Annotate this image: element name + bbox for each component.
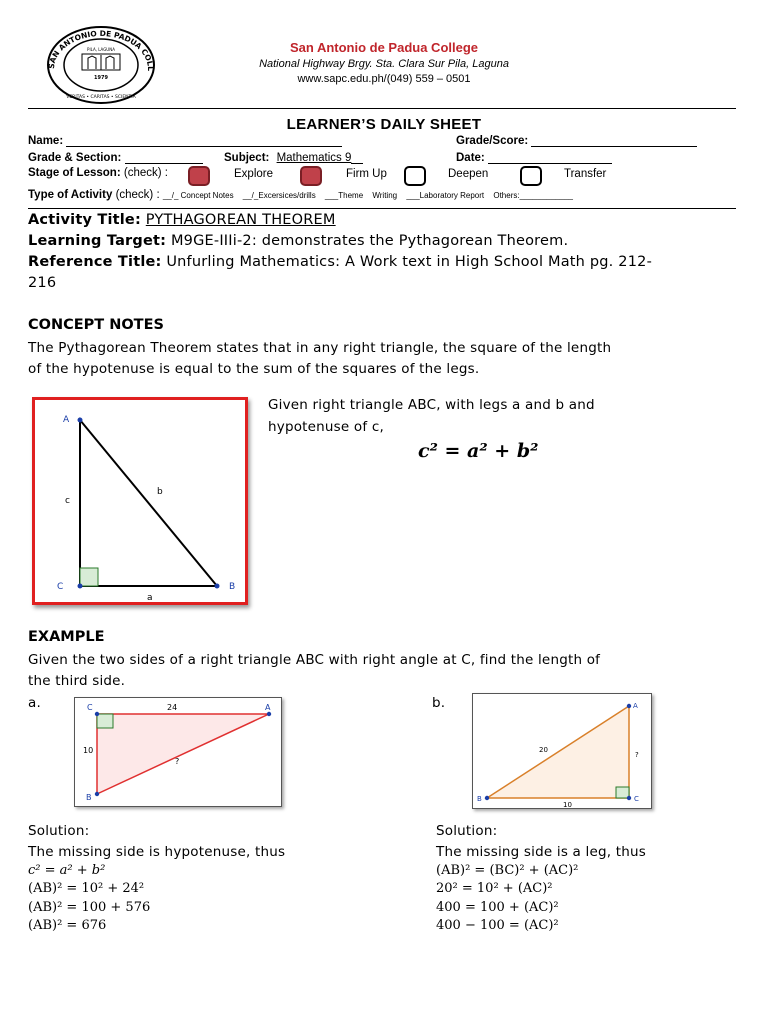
grade-section-field[interactable]: [125, 152, 203, 164]
type-writing[interactable]: Writing: [372, 191, 398, 200]
activity-type-row: Type of Activity (check) : __/_ Concept Notes __/_Excersices/drills ___Theme Writing ___Laboratory Report Others:____________: [28, 189, 573, 201]
svg-text:B: B: [229, 582, 236, 592]
svg-text:PILA, LAGUNA: PILA, LAGUNA: [87, 47, 115, 52]
grade-score-row: [456, 135, 697, 147]
solution-b-step-2: 20² = 10² + (AC)²: [436, 881, 553, 896]
type-theme[interactable]: ___Theme: [324, 191, 364, 200]
concept-given-1: Given right triangle ABC, with legs a and b and: [268, 397, 595, 413]
school-address: National Highway Brgy. Sta. Clara Sur Pila, Laguna: [259, 58, 509, 70]
type-exercises[interactable]: __/_Excersices/drills: [242, 191, 316, 200]
svg-text:10: 10: [83, 746, 94, 755]
solution-b-intro: The missing side is a leg, thus: [436, 844, 646, 860]
subject-value: Mathematics 9: [276, 152, 352, 164]
stage-transfer-label: Transfer: [564, 168, 607, 180]
reference-row-cont: 216: [28, 275, 57, 291]
svg-text:A: A: [633, 702, 638, 710]
name-label: Name:: [28, 135, 64, 147]
solution-b-step-1: (AB)² = (BC)² + (AC)²: [436, 863, 579, 878]
stage-label: Stage of Lesson:: [28, 167, 121, 179]
stage-checkbox-2[interactable]: [300, 166, 322, 186]
example-line-2: the third side.: [28, 673, 126, 689]
svg-text:10: 10: [563, 801, 572, 808]
learning-target-row: Learning Target: M9GE-IIIi-2: demonstrates the Pythagorean Theorem.: [28, 233, 569, 249]
stage-checkbox-1[interactable]: [188, 166, 210, 186]
header-divider: [28, 108, 736, 109]
svg-text:A: A: [265, 703, 271, 712]
solution-a-step-1: c² = a² + b²: [28, 863, 106, 878]
example-b-label: b.: [432, 695, 446, 711]
example-line-1: Given the two sides of a right triangle ABC with right angle at C, find the length of: [28, 652, 601, 668]
date-row: [456, 152, 612, 164]
solution-b-label: Solution:: [436, 823, 498, 839]
svg-text:A: A: [63, 415, 70, 425]
stage-checkbox-3[interactable]: [404, 166, 426, 186]
activity-title-value: PYTHAGOREAN THEOREM: [145, 212, 336, 228]
svg-text:VERITAS • CARITAS • SCIENTIA: VERITAS • CARITAS • SCIENTIA: [66, 95, 136, 100]
name-field[interactable]: [66, 135, 342, 147]
date-field[interactable]: [488, 152, 612, 164]
svg-text:a: a: [147, 593, 153, 602]
svg-text:24: 24: [167, 703, 178, 712]
stage-deepen-label: Deepen: [448, 168, 489, 180]
svg-text:1979: 1979: [94, 75, 108, 81]
type-concept-notes[interactable]: __/_ Concept Notes: [162, 191, 234, 200]
concept-given-2: hypotenuse of c,: [268, 419, 384, 435]
grade-section-row: [28, 152, 203, 164]
svg-text:B: B: [86, 793, 92, 802]
solution-a-intro: The missing side is hypotenuse, thus: [28, 844, 286, 860]
solution-a-step-3: (AB)² = 100 + 576: [28, 900, 151, 915]
concept-triangle-figure: [32, 397, 248, 605]
svg-text:b: b: [157, 487, 163, 497]
name-row: [28, 135, 342, 147]
svg-text:C: C: [57, 582, 64, 592]
svg-text:C: C: [634, 795, 639, 803]
stage-explore-label: Explore: [234, 168, 273, 180]
svg-text:20: 20: [539, 746, 548, 754]
example-heading: EXAMPLE: [28, 629, 105, 645]
svg-text:SAN ANTONIO DE PADUA COLLEGE: SAN ANTONIO DE PADUA COLL: [46, 28, 156, 72]
type-lab-report[interactable]: ___Laboratory Report: [406, 191, 485, 200]
solution-a-step-4: (AB)² = 676: [28, 918, 107, 933]
svg-text:B: B: [477, 795, 482, 803]
solution-a-label: Solution:: [28, 823, 90, 839]
date-label: Date:: [456, 152, 485, 164]
type-others[interactable]: Others:____________: [493, 191, 573, 200]
solution-b-step-4: 400 − 100 = (AC)²: [436, 918, 559, 933]
reference-row: Reference Title: Unfurling Mathematics: A Work text in High School Math pg. 212-: [28, 254, 653, 270]
grade-section-label: Grade & Section:: [28, 152, 122, 164]
example-a-figure: [74, 697, 282, 807]
example-b-figure: [472, 693, 652, 809]
subject-row: [224, 152, 363, 164]
form-divider: [28, 208, 736, 209]
svg-text:?: ?: [175, 757, 180, 766]
solution-b-step-3: 400 = 100 + (AC)²: [436, 900, 559, 915]
activity-title-row: Activity Title: PYTHAGOREAN THEOREM: [28, 212, 336, 228]
grade-score-field[interactable]: [531, 135, 697, 147]
subject-label: Subject:: [224, 152, 270, 164]
sheet-title: LEARNER’S DAILY SHEET: [286, 116, 482, 133]
concept-heading: CONCEPT NOTES: [28, 317, 164, 333]
stage-firmup-label: Firm Up: [346, 168, 387, 180]
school-website: www.sapc.edu.ph/(049) 559 – 0501: [297, 73, 471, 85]
pythagorean-formula: c² = a² + b²: [418, 440, 539, 462]
concept-line-1: The Pythagorean Theorem states that in any right triangle, the square of the length: [28, 340, 612, 356]
stage-row: Stage of Lesson: (check) :: [28, 167, 168, 179]
concept-line-2: of the hypotenuse is equal to the sum of the squares of the legs.: [28, 361, 480, 377]
grade-score-label: Grade/Score:: [456, 135, 529, 147]
svg-text:C: C: [87, 703, 93, 712]
example-a-label: a.: [28, 695, 41, 711]
svg-text:?: ?: [635, 751, 639, 759]
stage-checkbox-4[interactable]: [520, 166, 542, 186]
school-name: San Antonio de Padua College: [289, 40, 479, 55]
solution-a-step-2: (AB)² = 10² + 24²: [28, 881, 145, 896]
svg-text:c: c: [65, 496, 70, 506]
